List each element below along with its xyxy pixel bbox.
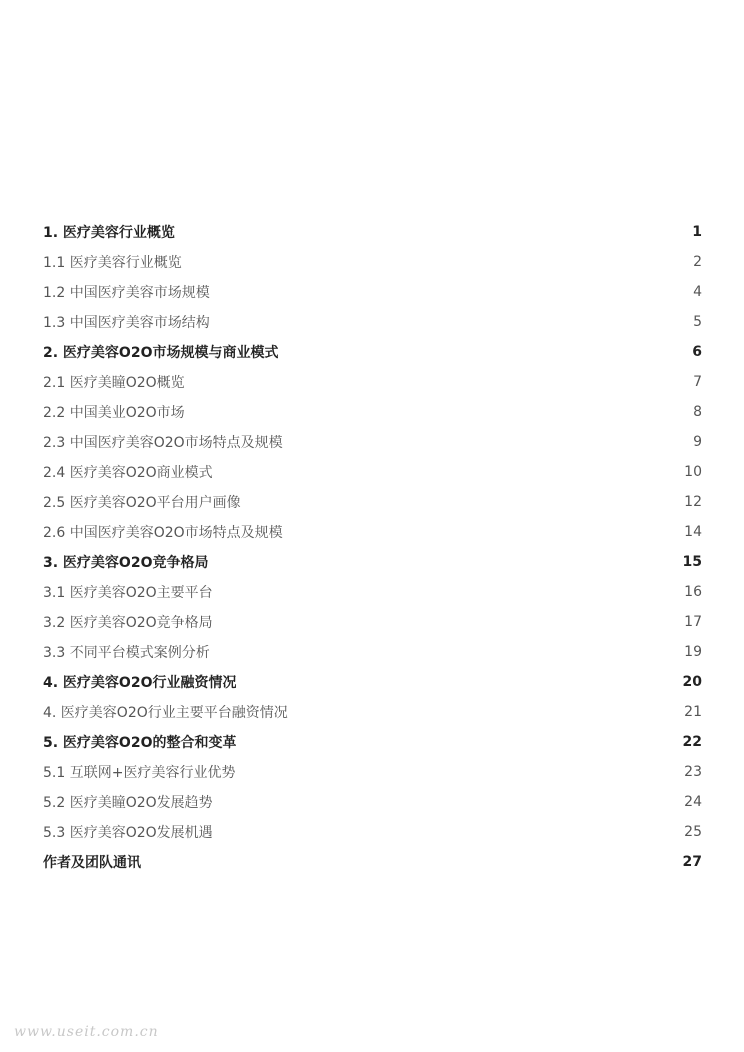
toc-entry[interactable] [43, 307, 702, 337]
toc-entry-title: 2.2 中国美业O2O市场 [43, 405, 185, 421]
toc-entry-page: 12 [684, 494, 702, 510]
toc-entry-title: 2.5 医疗美容O2O平台用户画像 [43, 495, 241, 511]
toc-entry-title: 5.2 医疗美瞳O2O发展趋势 [43, 795, 213, 811]
toc-entry-title: 5. 医疗美容O2O的整合和变革 [43, 735, 237, 751]
toc-entry-title: 3.3 不同平台模式案例分析 [43, 645, 210, 661]
toc-entry-page: 19 [684, 644, 702, 660]
toc-entry[interactable] [43, 247, 702, 277]
toc-entry-title: 3. 医疗美容O2O竞争格局 [43, 555, 209, 571]
toc-entry[interactable] [43, 697, 702, 727]
toc-entry-page: 2 [693, 254, 702, 270]
toc-entry-page: 20 [682, 674, 702, 690]
watermark: www.useit.com.cn [14, 1024, 159, 1040]
toc-entry-title: 1.2 中国医疗美容市场规模 [43, 285, 210, 301]
toc-entry[interactable] [43, 547, 702, 577]
toc-entry-page: 16 [684, 584, 702, 600]
toc-entry-title: 1.3 中国医疗美容市场结构 [43, 315, 210, 331]
toc-entry[interactable] [43, 667, 702, 697]
toc-entry-title: 3.2 医疗美容O2O竞争格局 [43, 615, 213, 631]
toc-entry[interactable] [43, 607, 702, 637]
toc-entry-page: 7 [693, 374, 702, 390]
toc-entry-title: 作者及团队通讯 [43, 855, 141, 871]
toc-entry[interactable] [43, 847, 702, 877]
toc-entry-title: 2.6 中国医疗美容O2O市场特点及规模 [43, 525, 283, 541]
toc-entry[interactable] [43, 427, 702, 457]
toc-entry[interactable] [43, 487, 702, 517]
toc-entry-page: 25 [684, 824, 702, 840]
toc-entry[interactable] [43, 277, 702, 307]
toc-entry[interactable] [43, 337, 702, 367]
toc-entry[interactable] [43, 787, 702, 817]
toc-entry-title: 4. 医疗美容O2O行业融资情况 [43, 675, 237, 691]
toc-entry-title: 2.1 医疗美瞳O2O概览 [43, 375, 185, 391]
toc-entry[interactable] [43, 217, 702, 247]
toc-entry-page: 1 [692, 224, 702, 240]
toc-entry-page: 4 [693, 284, 702, 300]
toc-entry-title: 5.3 医疗美容O2O发展机遇 [43, 825, 213, 841]
toc-entry-page: 27 [682, 854, 702, 870]
toc-entry-title: 3.1 医疗美容O2O主要平台 [43, 585, 213, 601]
toc-entry-page: 23 [684, 764, 702, 780]
toc-entry-page: 22 [682, 734, 702, 750]
toc-entry-title: 1.1 医疗美容行业概览 [43, 255, 182, 271]
toc-entry-title: 4. 医疗美容O2O行业主要平台融资情况 [43, 705, 288, 721]
toc-entry-page: 15 [682, 554, 702, 570]
toc-entry[interactable] [43, 727, 702, 757]
toc-entry-page: 9 [693, 434, 702, 450]
toc-entry[interactable] [43, 367, 702, 397]
toc-entry[interactable] [43, 817, 702, 847]
toc-entry-page: 8 [693, 404, 702, 420]
toc-entry-title: 2.3 中国医疗美容O2O市场特点及规模 [43, 435, 283, 451]
toc-entry[interactable] [43, 397, 702, 427]
toc-entry-page: 10 [684, 464, 702, 480]
toc-entry[interactable] [43, 517, 702, 547]
toc-entry[interactable] [43, 637, 702, 667]
table-of-contents [43, 217, 702, 877]
toc-entry-title: 5.1 互联网+医疗美容行业优势 [43, 765, 236, 781]
toc-entry-page: 6 [692, 344, 702, 360]
toc-entry[interactable] [43, 577, 702, 607]
toc-entry-page: 21 [684, 704, 702, 720]
toc-entry-title: 2. 医疗美容O2O市场规模与商业模式 [43, 345, 279, 361]
toc-entry-title: 1. 医疗美容行业概览 [43, 225, 175, 241]
toc-entry-page: 24 [684, 794, 702, 810]
toc-entry-page: 14 [684, 524, 702, 540]
toc-entry-title: 2.4 医疗美容O2O商业模式 [43, 465, 213, 481]
toc-entry[interactable] [43, 457, 702, 487]
toc-entry-page: 5 [693, 314, 702, 330]
toc-entry[interactable] [43, 757, 702, 787]
toc-entry-page: 17 [684, 614, 702, 630]
